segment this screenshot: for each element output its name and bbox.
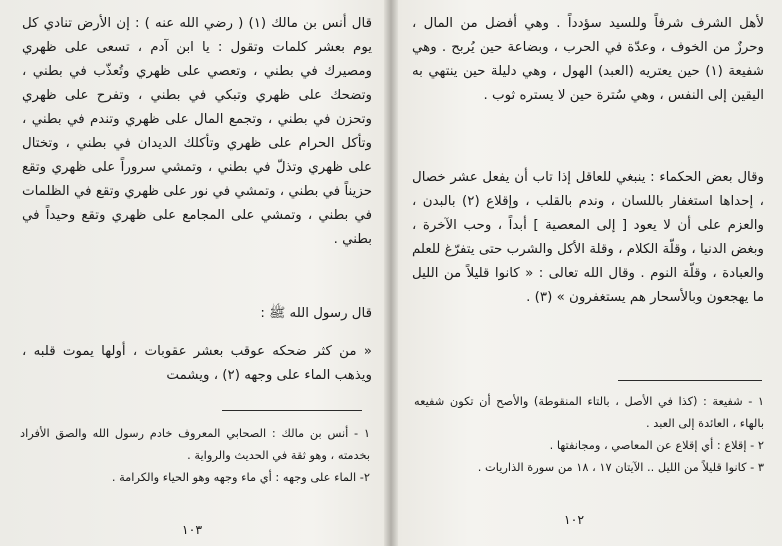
- book-gutter: [384, 0, 398, 546]
- right-paragraph-1: لأهل الشرف شرفاً وللسيد سؤدداً . وهي أفضل من المال ، وحرزٌ من الخوف ، وعدّة في الحرب ، وبضاعة حين يُربح . وهي شفيعة (١) حين يعتريه (العبد) الهول ، وهي دليلة حين ينتهي به اليقين إلى النفس ، وهي سُترة حين لا يستره ثوب .: [412, 16, 764, 103]
- left-footnote-rule: [222, 410, 362, 411]
- right-footnote-3: ٣ - كانوا قليلاً من الليل .. الآيتان ١٧ ، ١٨ من سورة الذاريات .: [477, 460, 764, 474]
- left-heading: قال رسول الله ﷺ :: [260, 306, 372, 321]
- left-paragraph-1: قال أنس بن مالك (١) ( رضي الله عنه ) : إن الأرض تنادي كل يوم بعشر كلمات وتقول : يا ابن آدم ، تسعى على ظهري ومصيرك في بطني ، وتعصي على ظهري وتُعذّب في بطني ، وتضحك على ظهري وتبكي في بطني ، وتفرح على ظهري وتحزن في بطني ، وتجمع المال على ظهري وتندم في بطني ، وتأكل الحرام على ظهري وتأكلك الديدان في بطني ، وتختال على ظهري وتذلّ في بطني ، وتمشي سروراً على ظهري وتقع حزيناً في بطني ، وتمشي في نور على ظهري وتقع في الظلمات في بطني ، وتمشي على المجامع على ظهري وتقع وحيداً في بطني .: [22, 16, 372, 247]
- right-footnote-rule: [618, 380, 762, 381]
- right-footnotes: [414, 390, 764, 478]
- left-quote: « من كثر ضحكه عوقب بعشر عقوبات ، أولها يموت قلبه ، ويذهب الماء على وجهه (٢) ، ويشمت: [22, 344, 372, 383]
- right-page: [398, 0, 782, 546]
- left-footnote-2: ٢- الماء على وجهه : أي ماء وجهه وهو الحياء والكرامة .: [111, 470, 370, 484]
- right-footnote-2: ٢ - إقلاع : أي إقلاع عن المعاصي ، ومجانفتها .: [549, 438, 764, 452]
- right-page-number: ١٠٢: [563, 512, 585, 527]
- left-footnotes: [20, 422, 370, 488]
- left-page: [0, 0, 384, 546]
- left-page-number: ١٠٣: [181, 522, 203, 537]
- left-footnote-1: ١ - أنس بن مالك : الصحابي المعروف خادم رسول الله والصق الأفراد بخدمته ، وهو ثقة في الحديث والرواية .: [20, 426, 370, 462]
- right-footnote-1: ١ - شفيعة : (كذا في الأصل ، بالتاء المنقوطة) والأصح أن تكون شفيعه بالهاء ، العائدة إلى العبد .: [414, 394, 764, 430]
- right-paragraph-2: وقال بعض الحكماء : ينبغي للعاقل إذا تاب أن يفعل عشر خصال ، إحداها استغفار باللسان ، وندم بالقلب ، وإقلاع (٢) بالبدن ، والعزم على أن لا يعود [ إلى المعصية ] أبداً ، وحب الآخرة ، وبغض الدنيا ، وقلّة الكلام ، وقلة الأكل والشرب حتى يتفرّغ للعلم والعبادة ، وقلّة النوم . وقال الله تعالى : « كانوا قليلاً من الليل ما يهجعون وبالأسحار هم يستغفرون » (٣) .: [412, 170, 764, 305]
